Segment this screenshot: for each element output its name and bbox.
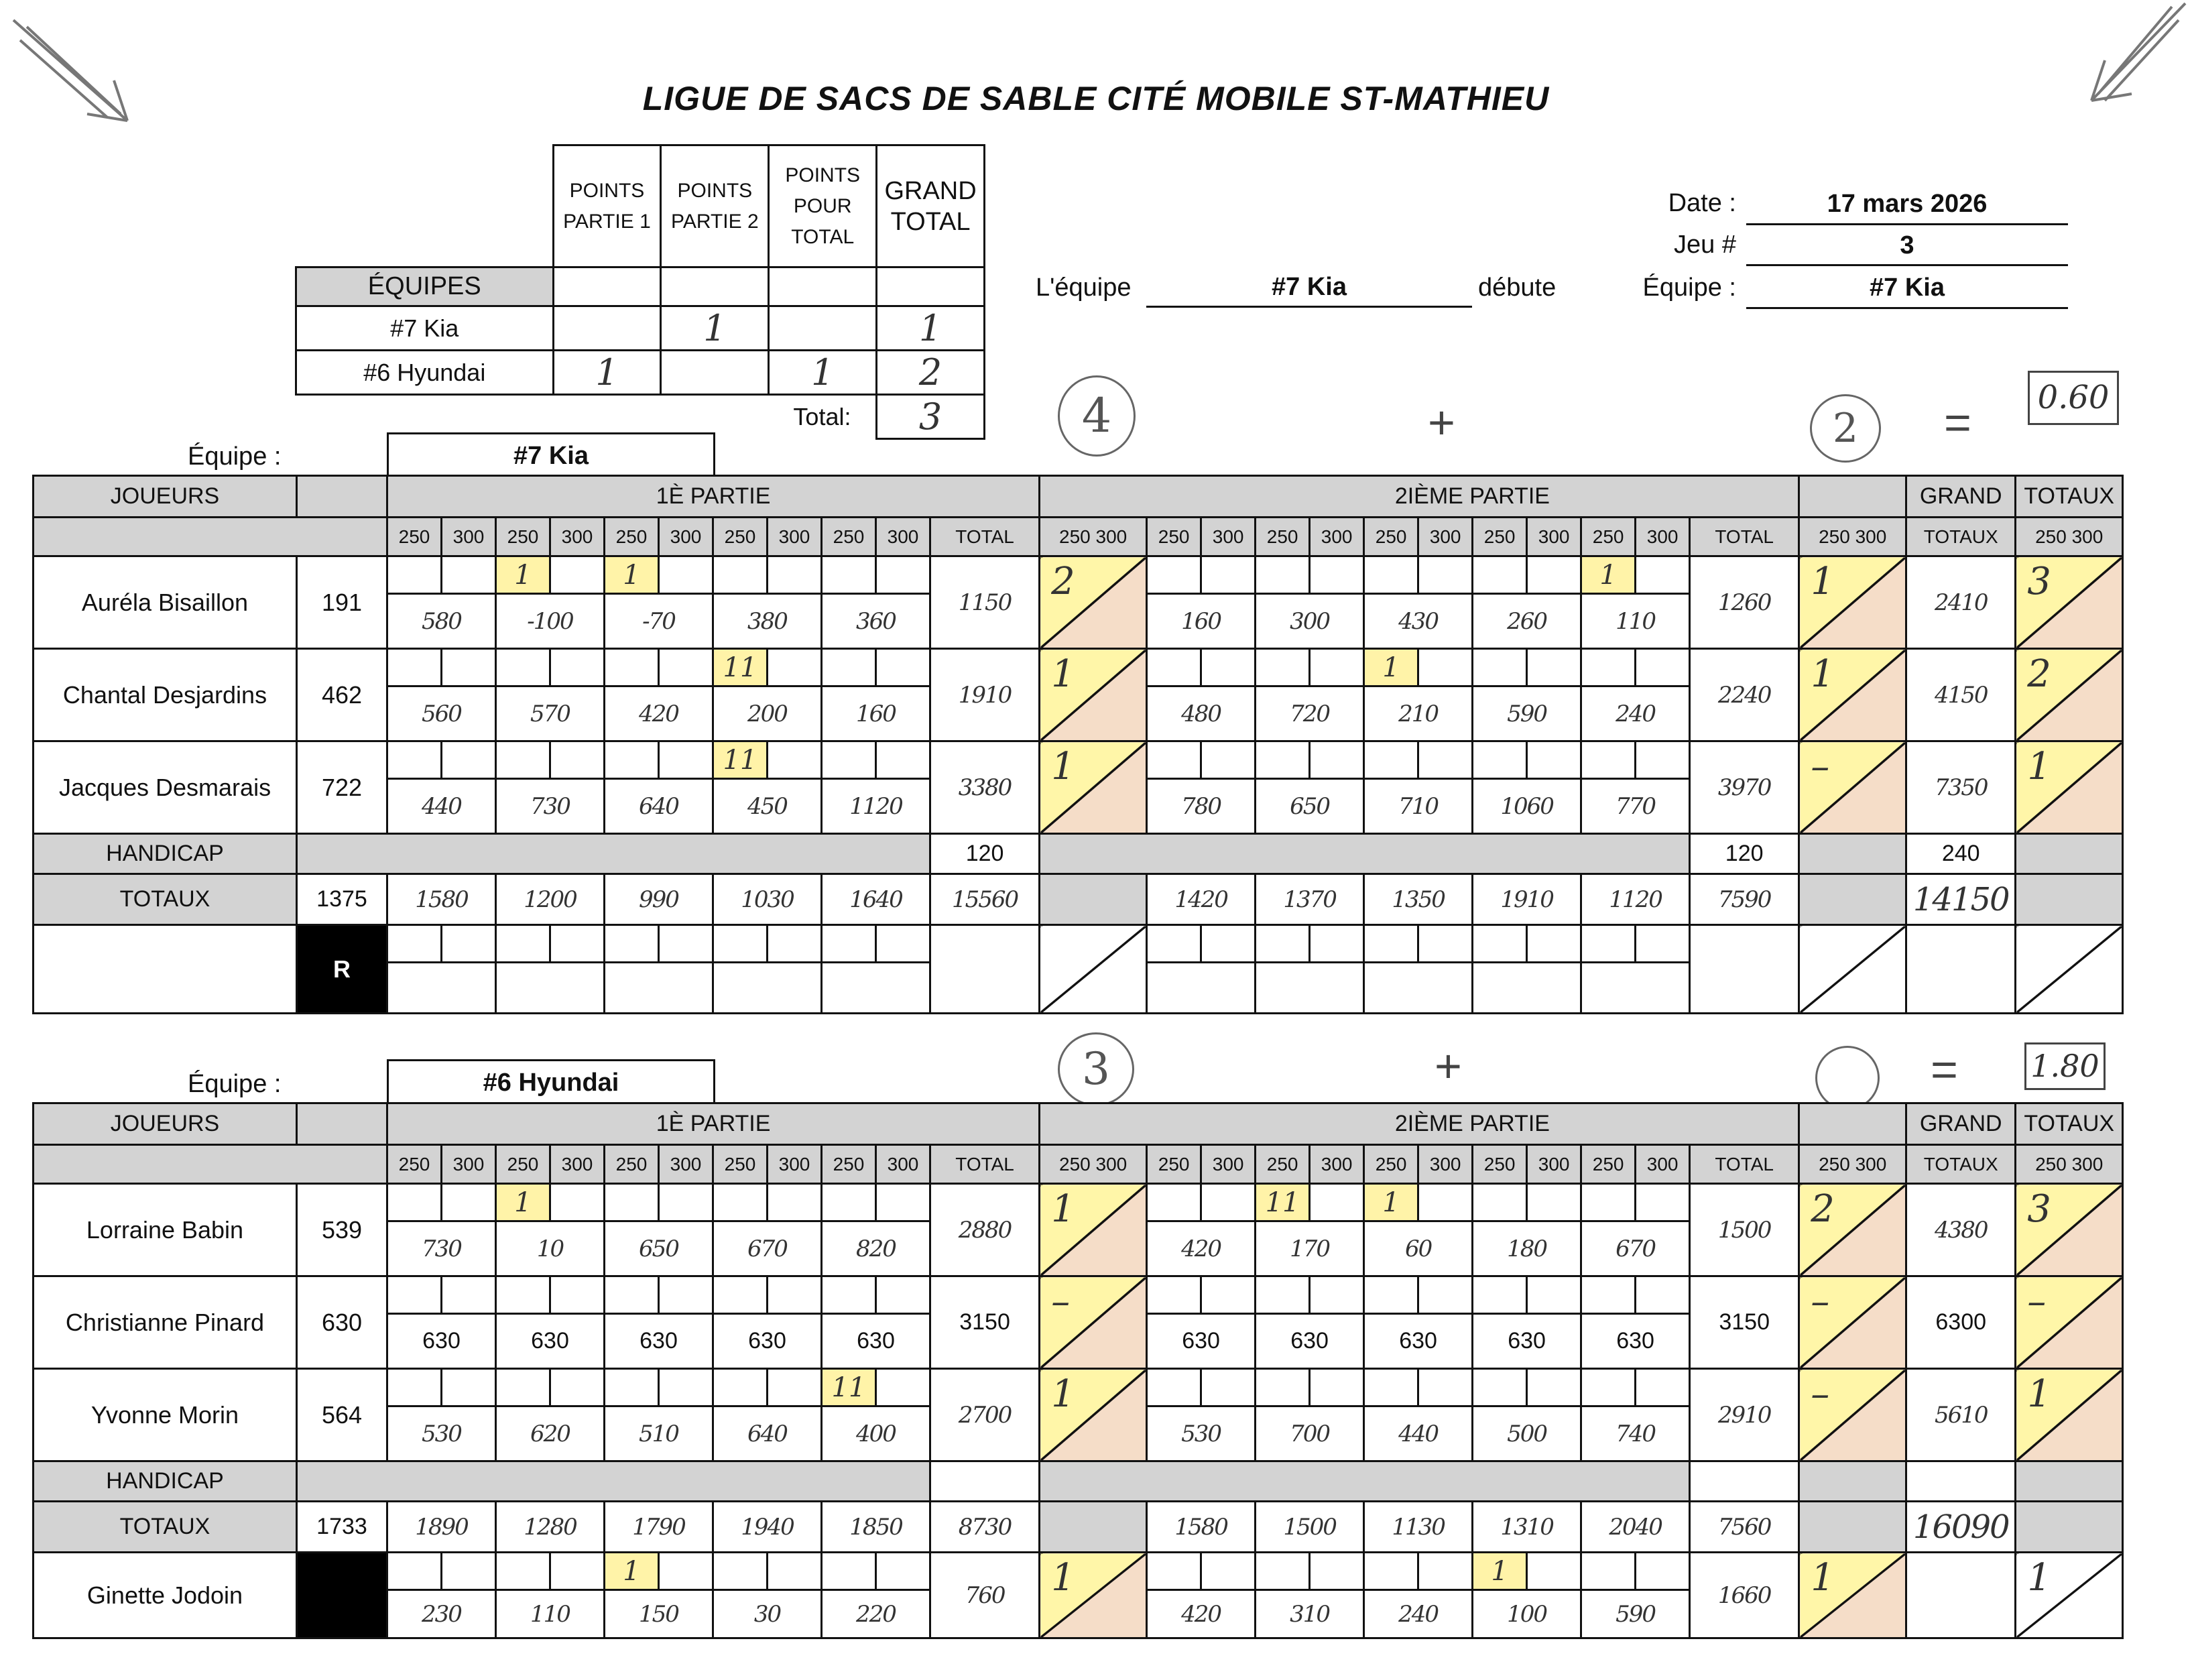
player-score-p1: 380 bbox=[713, 594, 822, 649]
frame-mark-250 bbox=[822, 1276, 876, 1314]
totaux-t2: 7590 bbox=[1690, 874, 1799, 925]
header-partie2: 2IÈME PARTIE bbox=[1147, 1103, 1799, 1145]
totaux-hc: 1733 bbox=[297, 1502, 387, 1553]
frame-mark-250 bbox=[496, 1276, 550, 1314]
player-name: Christianne Pinard bbox=[34, 1276, 297, 1369]
handicap-label: HANDICAP bbox=[34, 1461, 297, 1502]
totaux-p1-end: 1030 bbox=[713, 874, 822, 925]
frame-mark-250 bbox=[822, 556, 876, 594]
player-totaux-points: 1 bbox=[2016, 1553, 2123, 1638]
frame-mark-250: 1 bbox=[1581, 556, 1636, 594]
player-score-p1: 560 bbox=[387, 686, 496, 741]
frame-mark-250 bbox=[1147, 1553, 1201, 1590]
frame-mark-250 bbox=[1147, 741, 1201, 779]
team2-annot-equals: = bbox=[1931, 1043, 1958, 1095]
player-score-p2: 720 bbox=[1256, 686, 1364, 741]
player-score-p1: 360 bbox=[822, 594, 930, 649]
player-score-p2: 630 bbox=[1256, 1314, 1364, 1369]
header-grand: GRAND bbox=[1906, 476, 2016, 518]
player-score-p1: 630 bbox=[605, 1314, 713, 1369]
player-name: Jacques Desmarais bbox=[34, 741, 297, 834]
frame-mark-250 bbox=[713, 1369, 768, 1406]
player-points-p1: 2 bbox=[1040, 556, 1147, 649]
totaux-p2-end: 2040 bbox=[1581, 1502, 1690, 1553]
team1-annot-circle1: 4 bbox=[1058, 375, 1136, 457]
player-score-p2: 260 bbox=[1473, 594, 1581, 649]
frame-mark-250: 1 bbox=[1473, 1553, 1527, 1590]
player-score-p2: 420 bbox=[1147, 1590, 1256, 1638]
totaux-p2-end: 1310 bbox=[1473, 1502, 1581, 1553]
frame-mark-250: 1 bbox=[605, 556, 659, 594]
player-score-p2: 110 bbox=[1581, 594, 1690, 649]
player-score-p1: 630 bbox=[822, 1314, 930, 1369]
player-points-p1: 1 bbox=[1040, 741, 1147, 834]
player-score-p2: 210 bbox=[1364, 686, 1473, 741]
player-total-p1: 760 bbox=[930, 1553, 1040, 1638]
team1-name: #7 Kia bbox=[387, 432, 715, 476]
player-score-p2: 590 bbox=[1473, 686, 1581, 741]
player-score-p2: 480 bbox=[1147, 686, 1256, 741]
frame-mark-250 bbox=[1147, 1184, 1201, 1221]
header-totaux: TOTAUX bbox=[2016, 1103, 2123, 1145]
player-points-p2: – bbox=[1799, 1276, 1906, 1369]
frame-mark-250: 1 bbox=[496, 556, 550, 594]
totaux-t2: 7560 bbox=[1690, 1502, 1799, 1553]
player-handicap: 722 bbox=[297, 741, 387, 834]
frame-mark-250 bbox=[496, 649, 550, 686]
team1-annot-box: 0.60 bbox=[2028, 371, 2119, 425]
player-score-p1: 630 bbox=[713, 1314, 822, 1369]
player-score-p2: 770 bbox=[1581, 779, 1690, 834]
player-points-p1: 1 bbox=[1040, 1369, 1147, 1461]
team1-annot-plus: + bbox=[1428, 396, 1455, 448]
totaux-p2-end: 1420 bbox=[1147, 874, 1256, 925]
player-score-p1: 150 bbox=[605, 1590, 713, 1638]
equipe-value: #7 Kia bbox=[1746, 268, 2068, 309]
player-score-p1: 110 bbox=[496, 1590, 605, 1638]
page-title: LIGUE DE SACS DE SABLE CITÉ MOBILE ST-MATHIEU bbox=[642, 80, 1550, 117]
debute-label: débute bbox=[1478, 274, 1557, 302]
frame-mark-250 bbox=[1256, 1276, 1310, 1314]
frame-mark-250 bbox=[1473, 1369, 1527, 1406]
frame-mark-250 bbox=[387, 649, 442, 686]
team2-annot-box: 1.80 bbox=[2024, 1042, 2106, 1090]
totaux-label: TOTAUX bbox=[34, 874, 297, 925]
handicap-gt: 240 bbox=[1906, 834, 2016, 874]
header-joueurs: JOUEURS bbox=[34, 1103, 297, 1145]
handicap-t1 bbox=[930, 1461, 1040, 1502]
handicap-gt bbox=[1906, 1461, 2016, 1502]
total-value: 3 bbox=[877, 395, 985, 439]
team2-name: #6 Hyundai bbox=[387, 1059, 715, 1103]
frame-mark-250 bbox=[387, 1184, 442, 1221]
player-points-p2: – bbox=[1799, 741, 1906, 834]
totaux-p2-end: 1370 bbox=[1256, 874, 1364, 925]
frame-mark-250: 11 bbox=[713, 741, 768, 779]
player-total-p2: 2910 bbox=[1690, 1369, 1799, 1461]
player-score-p1: 630 bbox=[496, 1314, 605, 1369]
frame-mark-250 bbox=[1364, 1553, 1418, 1590]
player-total-p2: 2240 bbox=[1690, 649, 1799, 741]
team1-annot-equals: = bbox=[1944, 396, 1971, 448]
totaux-p1-end: 1580 bbox=[387, 874, 496, 925]
player-points-p1: – bbox=[1040, 1276, 1147, 1369]
player-totaux-points: 3 bbox=[2016, 556, 2123, 649]
player-score-p1: 450 bbox=[713, 779, 822, 834]
totaux-p2-end: 1350 bbox=[1364, 874, 1473, 925]
player-score-p1: -100 bbox=[496, 594, 605, 649]
frame-mark-250 bbox=[1581, 649, 1636, 686]
player-total-p2: 1260 bbox=[1690, 556, 1799, 649]
player-points-p2: 2 bbox=[1799, 1184, 1906, 1276]
totaux-p1-end: 1790 bbox=[605, 1502, 713, 1553]
frame-mark-250 bbox=[1256, 1369, 1310, 1406]
summary-team: #6 Hyundai bbox=[296, 351, 554, 395]
frame-mark-250 bbox=[1256, 649, 1310, 686]
frame-mark-250 bbox=[822, 1553, 876, 1590]
player-totaux-points: 1 bbox=[2016, 1369, 2123, 1461]
frame-mark-250 bbox=[713, 1276, 768, 1314]
team2-annot-circle1: 3 bbox=[1058, 1032, 1134, 1106]
player-total-p2: 1500 bbox=[1690, 1184, 1799, 1276]
player-score-p1: 220 bbox=[822, 1590, 930, 1638]
player-total-p1: 2880 bbox=[930, 1184, 1040, 1276]
handicap-t2 bbox=[1690, 1461, 1799, 1502]
jeu-value: 3 bbox=[1746, 227, 2068, 266]
header-partie1: 1È PARTIE bbox=[387, 476, 1040, 518]
frame-mark-250 bbox=[1581, 1184, 1636, 1221]
player-score-p2: 160 bbox=[1147, 594, 1256, 649]
player-score-p2: 300 bbox=[1256, 594, 1364, 649]
player-score-p2: 310 bbox=[1256, 1590, 1364, 1638]
totaux-p2-end: 1130 bbox=[1364, 1502, 1473, 1553]
totaux-p2-end: 1580 bbox=[1147, 1502, 1256, 1553]
team2-equipe-label: Équipe : bbox=[188, 1070, 282, 1098]
player-score-p2: 180 bbox=[1473, 1221, 1581, 1276]
totaux-p2-end: 1500 bbox=[1256, 1502, 1364, 1553]
player-name: Yvonne Morin bbox=[34, 1369, 297, 1461]
totaux-p2-end: 1120 bbox=[1581, 874, 1690, 925]
frame-mark-250 bbox=[1473, 1184, 1527, 1221]
player-name: Auréla Bisaillon bbox=[34, 556, 297, 649]
handicap-label: HANDICAP bbox=[34, 834, 297, 874]
reserve-badge: R bbox=[297, 925, 387, 1014]
totaux-p1-end: 1640 bbox=[822, 874, 930, 925]
player-score-p2: 100 bbox=[1473, 1590, 1581, 1638]
frame-mark-250 bbox=[1256, 1553, 1310, 1590]
summary-team: #7 Kia bbox=[296, 306, 554, 351]
frame-mark-250 bbox=[1256, 556, 1310, 594]
player-totaux-points: 1 bbox=[2016, 741, 2123, 834]
totaux-p1-end: 1850 bbox=[822, 1502, 930, 1553]
team2-scoresheet: JOUEURS 1È PARTIE 2IÈME PARTIE GRAND TOTAUX 250 300 250 300 250 300 250 300 250 300 TOTAL 250 300 250 300 250 300 250 300 250 300 250 300 TOTAL 250 300 TOTAUX 250 300 Lorraine Babin 539 1 2880 1 11 1 1500 2 4380 3 730 10 650 670 820 420 170 60 180 670 Christianne Pinard 630 3150 – 3150 – 6300 – 630 630 630 630 630 630 630 630 630 630 Yvonne Morin 564 11 2700 1 2910 – 5610 1 530 620 510 640 400 530 700 440 500 740 HANDICAP TOTAUX 1733 1890 1280 1790 1940 1850 8730 1580 1500 1130 1310 2040 7560 16090 Ginette Jodoin 1 760 1 1 1660 1 1 230 110 150 30 220 420 310 240 100 590 bbox=[32, 1102, 2124, 1639]
player-score-p2: 710 bbox=[1364, 779, 1473, 834]
frame-mark-250 bbox=[387, 741, 442, 779]
header-points-p2: POINTS PARTIE 2 bbox=[661, 145, 769, 267]
frame-mark-250 bbox=[1364, 1369, 1418, 1406]
frame-mark-250: 11 bbox=[822, 1369, 876, 1406]
totaux-p2-end: 1910 bbox=[1473, 874, 1581, 925]
frame-mark-250 bbox=[1364, 1276, 1418, 1314]
frame-mark-250 bbox=[822, 741, 876, 779]
player-handicap: 191 bbox=[297, 556, 387, 649]
header-grand: GRAND bbox=[1906, 1103, 2016, 1145]
player-score-p2: 590 bbox=[1581, 1590, 1690, 1638]
frame-mark-250 bbox=[605, 1276, 659, 1314]
frame-mark-250 bbox=[1256, 741, 1310, 779]
frame-mark-250 bbox=[1147, 556, 1201, 594]
totaux-gt: 16090 bbox=[1906, 1502, 2016, 1553]
frame-mark-250 bbox=[713, 556, 768, 594]
player-totaux-points: 2 bbox=[2016, 649, 2123, 741]
frame-mark-250: 1 bbox=[1364, 649, 1418, 686]
team1-equipe-label: Équipe : bbox=[188, 442, 282, 471]
frame-mark-250 bbox=[1364, 556, 1418, 594]
player-handicap: 462 bbox=[297, 649, 387, 741]
player-handicap: 539 bbox=[297, 1184, 387, 1276]
total-label: Total: bbox=[793, 403, 851, 431]
frame-mark-250 bbox=[605, 649, 659, 686]
player-points-p2: 1 bbox=[1799, 649, 1906, 741]
player-name: Lorraine Babin bbox=[34, 1184, 297, 1276]
frame-mark-250 bbox=[1473, 649, 1527, 686]
frame-mark-250 bbox=[1473, 1276, 1527, 1314]
handicap-t1: 120 bbox=[930, 834, 1040, 874]
frame-mark-250 bbox=[1147, 649, 1201, 686]
frame-mark-250 bbox=[713, 1184, 768, 1221]
frame-mark-250 bbox=[387, 556, 442, 594]
totaux-p1-end: 1890 bbox=[387, 1502, 496, 1553]
player-score-p2: 630 bbox=[1147, 1314, 1256, 1369]
date-label: Date : bbox=[1668, 189, 1736, 217]
frame-mark-250: 11 bbox=[713, 649, 768, 686]
header-joueurs: JOUEURS bbox=[34, 476, 297, 518]
frame-mark-250 bbox=[1147, 1276, 1201, 1314]
player-grand-total: 7350 bbox=[1906, 741, 2016, 834]
frame-mark-250 bbox=[822, 649, 876, 686]
player-grand-total: 5610 bbox=[1906, 1369, 2016, 1461]
player-handicap: 564 bbox=[297, 1369, 387, 1461]
player-points-p1: 1 bbox=[1040, 1184, 1147, 1276]
totaux-p1-end: 1280 bbox=[496, 1502, 605, 1553]
header-grand-total: GRAND TOTAL bbox=[877, 145, 985, 267]
frame-mark-250: 1 bbox=[1364, 1184, 1418, 1221]
player-points-p2: – bbox=[1799, 1369, 1906, 1461]
totaux-hc: 1375 bbox=[297, 874, 387, 925]
equipe-label: Équipe : bbox=[1642, 274, 1736, 302]
player-score-p1: 640 bbox=[605, 779, 713, 834]
team2-annot-circle2 bbox=[1815, 1046, 1880, 1110]
frame-mark-250 bbox=[496, 1369, 550, 1406]
frame-mark-250 bbox=[1581, 1553, 1636, 1590]
player-total-p2: 3970 bbox=[1690, 741, 1799, 834]
player-score-p1: 730 bbox=[387, 1221, 496, 1276]
player-grand-total: 4380 bbox=[1906, 1184, 2016, 1276]
frame-mark-250 bbox=[605, 741, 659, 779]
player-score-p2: 780 bbox=[1147, 779, 1256, 834]
player-score-p1: 510 bbox=[605, 1406, 713, 1461]
player-totaux-points: 3 bbox=[2016, 1184, 2123, 1276]
player-score-p2: 240 bbox=[1581, 686, 1690, 741]
player-score-p2: 650 bbox=[1256, 779, 1364, 834]
summary-table: POINTS PARTIE 1 POINTS PARTIE 2 POINTS POUR TOTAL GRAND TOTAL ÉQUIPES #7 Kia 1 1 #6 Hyundai 1 1 2 Total: 3 bbox=[295, 144, 985, 440]
header-equipes: ÉQUIPES bbox=[296, 267, 554, 306]
frame-mark-250 bbox=[1364, 741, 1418, 779]
frame-mark-250 bbox=[605, 1369, 659, 1406]
player-score-p1: 10 bbox=[496, 1221, 605, 1276]
player-grand-total: 4150 bbox=[1906, 649, 2016, 741]
frame-mark-250 bbox=[1581, 741, 1636, 779]
player-total-p1: 2700 bbox=[930, 1369, 1040, 1461]
player-score-p1: 420 bbox=[605, 686, 713, 741]
player-score-p2: 630 bbox=[1364, 1314, 1473, 1369]
team1-annot-circle2: 2 bbox=[1810, 394, 1881, 463]
team-start-label: L'équipe bbox=[1036, 274, 1132, 302]
player-score-p1: 570 bbox=[496, 686, 605, 741]
totaux-label: TOTAUX bbox=[34, 1502, 297, 1553]
totaux-p1-end: 990 bbox=[605, 874, 713, 925]
player-score-p2: 440 bbox=[1364, 1406, 1473, 1461]
player-total-p1: 1910 bbox=[930, 649, 1040, 741]
player-score-p2: 630 bbox=[1473, 1314, 1581, 1369]
player-score-p2: 500 bbox=[1473, 1406, 1581, 1461]
player-score-p1: 730 bbox=[496, 779, 605, 834]
player-score-p1: 440 bbox=[387, 779, 496, 834]
player-total-p1: 3150 bbox=[930, 1276, 1040, 1369]
player-totaux-points: – bbox=[2016, 1276, 2123, 1369]
player-points-p2: 1 bbox=[1799, 556, 1906, 649]
totaux-t1: 15560 bbox=[930, 874, 1040, 925]
handicap-t2: 120 bbox=[1690, 834, 1799, 874]
frame-mark-250 bbox=[387, 1369, 442, 1406]
player-score-p2: 700 bbox=[1256, 1406, 1364, 1461]
player-points-p1: 1 bbox=[1040, 1553, 1147, 1638]
player-score-p1: 200 bbox=[713, 686, 822, 741]
frame-mark-250 bbox=[496, 741, 550, 779]
player-score-p2: 60 bbox=[1364, 1221, 1473, 1276]
player-score-p1: 640 bbox=[713, 1406, 822, 1461]
frame-mark-250 bbox=[1473, 556, 1527, 594]
player-grand-total: 2410 bbox=[1906, 556, 2016, 649]
player-score-p2: 240 bbox=[1364, 1590, 1473, 1638]
player-score-p2: 170 bbox=[1256, 1221, 1364, 1276]
player-score-p1: 30 bbox=[713, 1590, 822, 1638]
frame-mark-250: 11 bbox=[1256, 1184, 1310, 1221]
player-score-p1: 650 bbox=[605, 1221, 713, 1276]
team-start-value: #7 Kia bbox=[1146, 268, 1472, 308]
frame-mark-250 bbox=[713, 1553, 768, 1590]
player-score-p1: -70 bbox=[605, 594, 713, 649]
frame-mark-250: 1 bbox=[605, 1553, 659, 1590]
team1-scoresheet: JOUEURS 1È PARTIE 2IÈME PARTIE GRAND TOTAUX 250 300 250 300 250 300 250 300 250 300 TOTAL 250 300 250 300 250 300 250 300 250 300 250 300 TOTAL 250 300 TOTAUX 250 300 Auréla Bisaillon 191 1 1 1150 2 1 1260 1 2410 3 580 -100 -70 380 360 160 300 430 260 110 Chantal Desjardins 462 11 1910 1 1 2240 1 4150 2 560 570 420 200 160 480 720 210 590 240 Jacques Desmarais 722 11 3380 1 3970 – 7350 1 440 730 640 450 1120 780 650 710 1060 770 HANDICAP 120 120 240 TOTAUX 1375 1580 1200 990 1030 1640 15560 1420 1370 1350 1910 1120 7590 14150 R bbox=[32, 475, 2124, 1014]
frame-mark-250 bbox=[605, 1184, 659, 1221]
player-name: Chantal Desjardins bbox=[34, 649, 297, 741]
date-value: 17 mars 2026 bbox=[1746, 184, 2068, 225]
frame-mark-250 bbox=[387, 1553, 442, 1590]
header-partie2: 2IÈME PARTIE bbox=[1147, 476, 1799, 518]
header-partie1: 1È PARTIE bbox=[387, 1103, 1040, 1145]
player-score-p1: 1120 bbox=[822, 779, 930, 834]
player-score-p2: 670 bbox=[1581, 1221, 1690, 1276]
player-handicap: 630 bbox=[297, 1276, 387, 1369]
player-total-p2: 3150 bbox=[1690, 1276, 1799, 1369]
frame-mark-250 bbox=[822, 1184, 876, 1221]
player-score-p1: 160 bbox=[822, 686, 930, 741]
player-score-p1: 820 bbox=[822, 1221, 930, 1276]
player-score-p1: 670 bbox=[713, 1221, 822, 1276]
player-score-p2: 420 bbox=[1147, 1221, 1256, 1276]
player-score-p2: 740 bbox=[1581, 1406, 1690, 1461]
player-score-p1: 620 bbox=[496, 1406, 605, 1461]
player-score-p2: 530 bbox=[1147, 1406, 1256, 1461]
player-grand-total: 6300 bbox=[1906, 1276, 2016, 1369]
frame-mark-250 bbox=[1147, 1369, 1201, 1406]
player-score-p1: 630 bbox=[387, 1314, 496, 1369]
totaux-t1: 8730 bbox=[930, 1502, 1040, 1553]
header-points-total: POINTS POUR TOTAL bbox=[769, 145, 877, 267]
frame-mark-250 bbox=[496, 1553, 550, 1590]
player-points-p1: 1 bbox=[1040, 649, 1147, 741]
player-name: Ginette Jodoin bbox=[34, 1553, 297, 1638]
player-score-p2: 630 bbox=[1581, 1314, 1690, 1369]
header-points-p1: POINTS PARTIE 1 bbox=[553, 145, 661, 267]
jeu-label: Jeu # bbox=[1674, 231, 1736, 259]
player-total-p1: 3380 bbox=[930, 741, 1040, 834]
totaux-p1-end: 1200 bbox=[496, 874, 605, 925]
player-total-p2: 1660 bbox=[1690, 1553, 1799, 1638]
team2-annot-plus: + bbox=[1435, 1040, 1462, 1092]
player-score-p2: 430 bbox=[1364, 594, 1473, 649]
player-score-p1: 400 bbox=[822, 1406, 930, 1461]
frame-mark-250 bbox=[1581, 1369, 1636, 1406]
frame-mark-250: 1 bbox=[496, 1184, 550, 1221]
frame-mark-250 bbox=[387, 1276, 442, 1314]
player-score-p1: 580 bbox=[387, 594, 496, 649]
player-score-p2: 1060 bbox=[1473, 779, 1581, 834]
totaux-p1-end: 1940 bbox=[713, 1502, 822, 1553]
player-total-p1: 1150 bbox=[930, 556, 1040, 649]
header-totaux: TOTAUX bbox=[2016, 476, 2123, 518]
player-points-p2: 1 bbox=[1799, 1553, 1906, 1638]
totaux-gt: 14150 bbox=[1906, 874, 2016, 925]
frame-mark-250 bbox=[1581, 1276, 1636, 1314]
frame-mark-250 bbox=[1473, 741, 1527, 779]
player-score-p1: 530 bbox=[387, 1406, 496, 1461]
player-score-p1: 230 bbox=[387, 1590, 496, 1638]
